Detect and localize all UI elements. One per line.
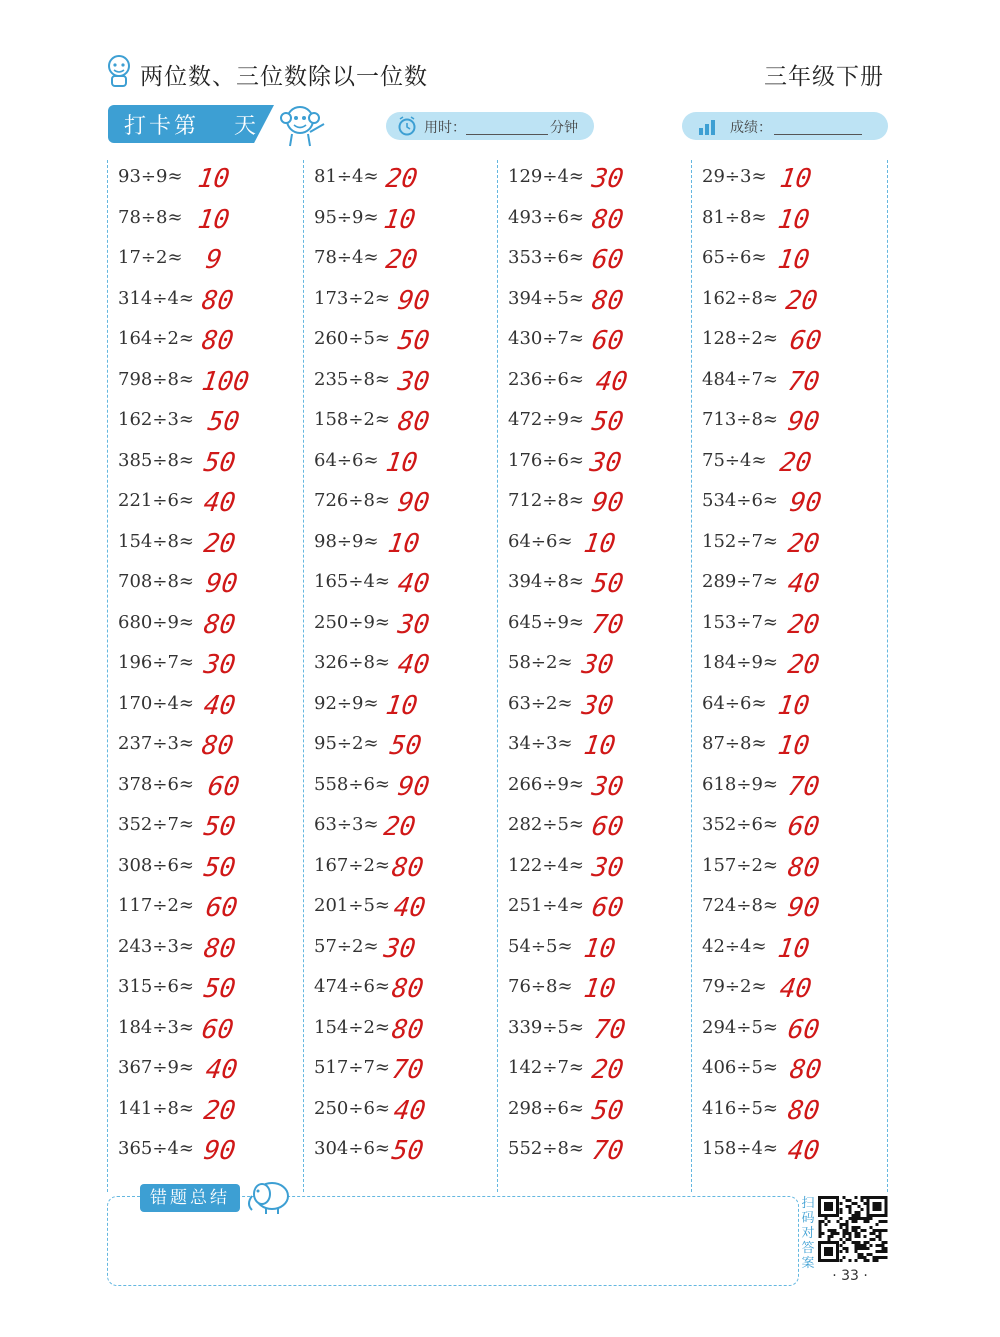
problem-text: 98÷9≈ [314, 530, 379, 552]
handwritten-answer: 50 [205, 407, 242, 437]
time-unit: 分钟 [550, 120, 578, 136]
page-title: 两位数、三位数除以一位数 [140, 64, 428, 90]
problem-text: 236÷6≈ [508, 368, 584, 390]
problem-text: 708÷8≈ [118, 571, 194, 592]
handwritten-answer: 80 [199, 285, 236, 316]
problem-text: 92÷9≈ [314, 692, 379, 714]
handwritten-answer: 80 [787, 1055, 824, 1085]
handwritten-answer: 70 [589, 609, 626, 640]
problem-text: 196÷7≈ [118, 652, 194, 673]
problem-text: 266÷9≈ [508, 773, 584, 795]
handwritten-answer: 50 [201, 812, 238, 842]
problem-text: 54÷5≈ [508, 935, 573, 957]
handwritten-answer: 50 [589, 407, 626, 437]
handwritten-answer: 60 [589, 812, 626, 842]
problem-text: 282÷5≈ [508, 814, 584, 835]
handwritten-answer: 20 [783, 285, 820, 316]
qr-caption: 扫码对答案 [801, 1196, 815, 1271]
problem-text: 184÷3≈ [118, 1016, 194, 1038]
handwritten-answer: 10 [385, 528, 422, 559]
problem-text: 165÷4≈ [314, 571, 390, 592]
handwritten-answer: 20 [785, 650, 822, 680]
problem-text: 79÷2≈ [702, 976, 767, 997]
elephant-icon [244, 1176, 296, 1216]
problem-text: 645÷9≈ [508, 611, 584, 633]
problem-text: 42÷4≈ [702, 935, 767, 957]
handwritten-answer: 20 [589, 1055, 626, 1085]
handwritten-answer: 30 [589, 852, 626, 883]
handwritten-answer: 90 [395, 771, 432, 802]
problem-text: 64÷6≈ [508, 530, 573, 552]
problem-text: 416÷5≈ [702, 1097, 778, 1119]
handwritten-answer: 70 [591, 1014, 628, 1045]
monkey-mascot-icon [276, 102, 328, 148]
handwritten-answer: 50 [387, 731, 424, 761]
problem-text: 141÷8≈ [118, 1097, 194, 1119]
page-number: · 33 · [832, 1268, 868, 1284]
column-divider-2 [497, 160, 498, 1192]
problem-text: 314÷4≈ [118, 287, 194, 309]
problem-text: 394÷8≈ [508, 571, 584, 592]
problem-text: 63÷3≈ [314, 814, 379, 835]
problem-text: 352÷7≈ [118, 814, 194, 835]
column-border-left [107, 160, 108, 1192]
handwritten-answer: 40 [593, 366, 630, 397]
bar-chart-icon [696, 115, 718, 137]
handwritten-answer: 20 [201, 1095, 238, 1126]
handwritten-answer: 30 [579, 650, 616, 680]
problem-text: 304÷6≈ [314, 1138, 390, 1159]
handwritten-answer: 20 [201, 528, 238, 559]
problem-text: 176÷6≈ [508, 449, 584, 471]
handwritten-answer: 10 [775, 731, 812, 761]
qr-code-icon[interactable] [818, 1196, 888, 1262]
handwritten-answer: 40 [201, 488, 238, 518]
checkin-label: 打卡第 [124, 114, 200, 139]
problem-text: 17÷2≈ [118, 247, 183, 268]
mistake-summary-label: 错题总结 [140, 1184, 240, 1212]
handwritten-answer: 30 [395, 366, 432, 397]
handwritten-answer: 50 [589, 1095, 626, 1126]
handwritten-answer: 10 [775, 690, 812, 721]
problem-text: 95÷9≈ [314, 206, 379, 228]
score-label: 成绩： [730, 120, 772, 136]
problem-text: 87÷8≈ [702, 733, 767, 754]
problem-text: 724÷8≈ [702, 895, 778, 916]
handwritten-answer: 10 [581, 974, 618, 1004]
handwritten-answer: 40 [777, 974, 814, 1004]
handwritten-answer: 70 [589, 1136, 626, 1166]
handwritten-answer: 50 [389, 1136, 426, 1166]
problem-text: 534÷6≈ [702, 490, 778, 511]
problem-text: 353÷6≈ [508, 247, 584, 268]
problem-text: 726÷8≈ [314, 490, 390, 511]
problem-text: 152÷7≈ [702, 530, 778, 552]
problem-text: 394÷5≈ [508, 287, 584, 309]
problem-text: 294÷5≈ [702, 1016, 778, 1038]
handwritten-answer: 30 [587, 447, 624, 478]
handwritten-answer: 60 [787, 326, 824, 356]
problem-text: 142÷7≈ [508, 1057, 584, 1078]
mascot-head-icon [106, 54, 132, 88]
problem-text: 78÷8≈ [118, 206, 183, 228]
handwritten-answer: 10 [581, 731, 618, 761]
handwritten-answer: 80 [389, 852, 426, 883]
problem-text: 308÷6≈ [118, 854, 194, 876]
problem-text: 117÷2≈ [118, 895, 194, 916]
problem-text: 326÷8≈ [314, 652, 390, 673]
handwritten-answer: 80 [199, 326, 236, 356]
problem-text: 243÷3≈ [118, 935, 194, 957]
column-divider-3 [691, 160, 692, 1192]
problem-text: 75÷4≈ [702, 449, 767, 471]
handwritten-answer: 60 [589, 893, 626, 923]
problem-text: 158÷2≈ [314, 409, 390, 430]
problem-text: 221÷6≈ [118, 490, 194, 511]
problem-text: 64÷6≈ [314, 449, 379, 471]
handwritten-answer: 90 [203, 569, 240, 599]
column-border-right [887, 160, 888, 1192]
problem-text: 289÷7≈ [702, 571, 778, 592]
handwritten-answer: 90 [395, 488, 432, 518]
handwritten-answer: 30 [381, 933, 418, 964]
problem-text: 430÷7≈ [508, 328, 584, 349]
handwritten-answer: 80 [589, 204, 626, 235]
handwritten-answer: 20 [785, 528, 822, 559]
problem-text: 154÷2≈ [314, 1016, 390, 1038]
handwritten-answer: 50 [201, 447, 238, 478]
handwritten-answer: 60 [785, 812, 822, 842]
handwritten-answer: 40 [395, 650, 432, 680]
handwritten-answer: 80 [785, 852, 822, 883]
handwritten-answer: 30 [201, 650, 238, 680]
problem-text: 237÷3≈ [118, 733, 194, 754]
time-label: 用时： [424, 120, 466, 136]
handwritten-answer: 60 [205, 771, 242, 802]
handwritten-answer: 10 [777, 164, 814, 194]
problem-text: 713÷8≈ [702, 409, 778, 430]
problem-text: 339÷5≈ [508, 1016, 584, 1038]
problem-text: 184÷9≈ [702, 652, 778, 673]
handwritten-answer: 40 [201, 690, 238, 721]
problem-text: 128÷2≈ [702, 328, 778, 349]
problem-text: 154÷8≈ [118, 530, 194, 552]
problem-text: 484÷7≈ [702, 368, 778, 390]
problem-text: 57÷2≈ [314, 935, 379, 957]
problem-text: 201÷5≈ [314, 895, 390, 916]
handwritten-answer: 80 [199, 731, 236, 761]
handwritten-answer: 40 [203, 1055, 240, 1085]
column-divider-1 [303, 160, 304, 1192]
handwritten-answer: 70 [785, 771, 822, 802]
problem-text: 158÷4≈ [702, 1138, 778, 1159]
handwritten-answer: 60 [199, 1014, 236, 1045]
problem-text: 517÷7≈ [314, 1057, 390, 1078]
problem-text: 406÷5≈ [702, 1057, 778, 1078]
problem-text: 34÷3≈ [508, 733, 573, 754]
problem-text: 81÷4≈ [314, 166, 379, 187]
time-field [386, 112, 594, 140]
handwritten-answer: 90 [201, 1136, 238, 1166]
checkin-day-unit: 天 [234, 114, 257, 139]
problem-text: 352÷6≈ [702, 814, 778, 835]
problem-text: 29÷3≈ [702, 166, 767, 187]
handwritten-answer: 10 [581, 528, 618, 559]
handwritten-answer: 80 [785, 1095, 822, 1126]
problem-text: 251÷4≈ [508, 895, 584, 916]
handwritten-answer: 10 [195, 164, 232, 194]
problem-text: 122÷4≈ [508, 854, 584, 876]
handwritten-answer: 90 [589, 488, 626, 518]
handwritten-answer: 90 [395, 285, 432, 316]
problem-text: 250÷9≈ [314, 611, 390, 633]
handwritten-answer: 60 [785, 1014, 822, 1045]
handwritten-answer: 60 [203, 893, 240, 923]
problem-text: 64÷6≈ [702, 692, 767, 714]
problem-text: 93÷9≈ [118, 166, 183, 187]
problem-text: 170÷4≈ [118, 692, 194, 714]
time-blank[interactable] [466, 118, 548, 135]
handwritten-answer: 20 [383, 164, 420, 194]
handwritten-answer: 40 [395, 569, 432, 599]
handwritten-answer: 80 [201, 933, 238, 964]
handwritten-answer: 50 [395, 326, 432, 356]
handwritten-answer: 10 [195, 204, 232, 235]
handwritten-answer: 40 [391, 1095, 428, 1126]
handwritten-answer: 20 [383, 245, 420, 275]
problem-text: 712÷8≈ [508, 490, 584, 511]
handwritten-answer: 40 [391, 893, 428, 923]
problem-text: 81÷8≈ [702, 206, 767, 228]
problem-text: 76÷8≈ [508, 976, 573, 997]
handwritten-answer: 9 [203, 245, 224, 275]
handwritten-answer: 40 [785, 569, 822, 599]
score-blank[interactable] [774, 118, 862, 135]
handwritten-answer: 50 [589, 569, 626, 599]
handwritten-answer: 60 [589, 326, 626, 356]
problem-text: 162÷3≈ [118, 409, 194, 430]
handwritten-answer: 80 [201, 609, 238, 640]
problem-text: 472÷9≈ [508, 409, 584, 430]
problem-text: 367÷9≈ [118, 1057, 194, 1078]
handwritten-answer: 80 [395, 407, 432, 437]
handwritten-answer: 50 [201, 852, 238, 883]
problem-text: 164÷2≈ [118, 328, 194, 349]
problem-text: 552÷8≈ [508, 1138, 584, 1159]
problem-text: 157÷2≈ [702, 854, 778, 876]
problem-text: 493÷6≈ [508, 206, 584, 228]
handwritten-answer: 80 [389, 1014, 426, 1045]
handwritten-answer: 10 [775, 245, 812, 275]
handwritten-answer: 10 [775, 204, 812, 235]
handwritten-answer: 30 [579, 690, 616, 721]
problem-text: 798÷8≈ [118, 368, 194, 390]
handwritten-answer: 80 [389, 974, 426, 1004]
problem-text: 378÷6≈ [118, 773, 194, 795]
handwritten-answer: 30 [589, 164, 626, 194]
problem-text: 680÷9≈ [118, 611, 194, 633]
handwritten-answer: 90 [785, 407, 822, 437]
score-field [682, 112, 888, 140]
problem-text: 474÷6≈ [314, 976, 390, 997]
handwritten-answer: 20 [785, 609, 822, 640]
problem-text: 95÷2≈ [314, 733, 379, 754]
handwritten-answer: 10 [381, 204, 418, 235]
handwritten-answer: 60 [589, 245, 626, 275]
handwritten-answer: 90 [785, 893, 822, 923]
handwritten-answer: 70 [389, 1055, 426, 1085]
handwritten-answer: 70 [785, 366, 822, 397]
problem-text: 260÷5≈ [314, 328, 390, 349]
alarm-clock-icon [396, 115, 418, 137]
problem-text: 58÷2≈ [508, 652, 573, 673]
problem-text: 315÷6≈ [118, 976, 194, 997]
handwritten-answer: 30 [395, 609, 432, 640]
handwritten-answer: 80 [589, 285, 626, 316]
handwritten-answer: 10 [775, 933, 812, 964]
handwritten-answer: 100 [199, 366, 252, 397]
grade-label: 三年级下册 [764, 64, 884, 90]
problem-text: 250÷6≈ [314, 1097, 390, 1119]
handwritten-answer: 10 [383, 690, 420, 721]
problem-text: 63÷2≈ [508, 692, 573, 714]
handwritten-answer: 50 [201, 974, 238, 1004]
handwritten-answer: 30 [589, 771, 626, 802]
handwritten-answer: 20 [381, 812, 418, 842]
handwritten-answer: 10 [383, 447, 420, 478]
problem-text: 78÷4≈ [314, 247, 379, 268]
problem-text: 618÷9≈ [702, 773, 778, 795]
problem-text: 129÷4≈ [508, 166, 584, 187]
problem-text: 65÷6≈ [702, 247, 767, 268]
problem-text: 162÷8≈ [702, 287, 778, 309]
problem-text: 167÷2≈ [314, 854, 390, 876]
problem-text: 385÷8≈ [118, 449, 194, 471]
handwritten-answer: 90 [787, 488, 824, 518]
problem-text: 298÷6≈ [508, 1097, 584, 1119]
problem-text: 365÷4≈ [118, 1138, 194, 1159]
handwritten-answer: 20 [777, 447, 814, 478]
problem-text: 173÷2≈ [314, 287, 390, 309]
problem-text: 235÷8≈ [314, 368, 390, 390]
handwritten-answer: 40 [785, 1136, 822, 1166]
problem-text: 558÷6≈ [314, 773, 390, 795]
handwritten-answer: 10 [581, 933, 618, 964]
problem-text: 153÷7≈ [702, 611, 778, 633]
